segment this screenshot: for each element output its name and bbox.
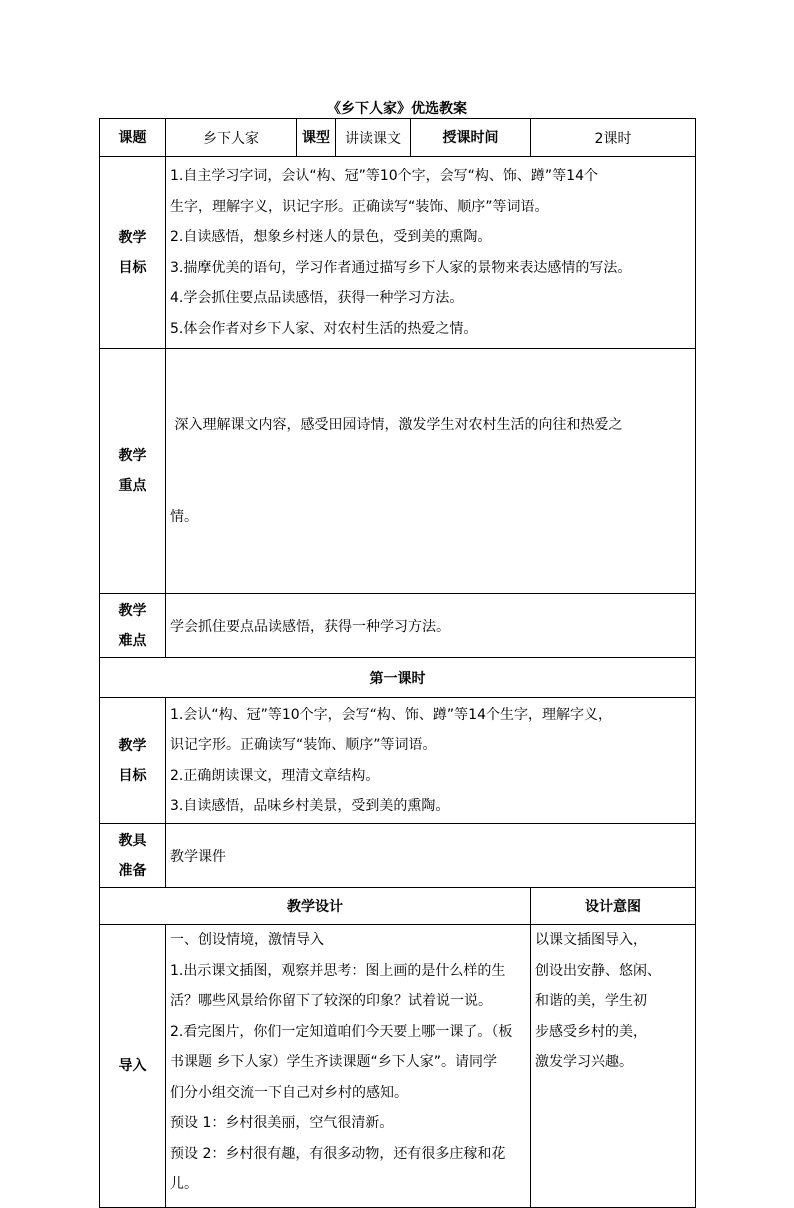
- lesson-goals-label-line-2: 目标: [118, 767, 147, 784]
- goals-label: [100, 157, 166, 349]
- goals-content: [166, 157, 696, 349]
- key-points-line: 情。: [170, 508, 198, 525]
- document-title: 《乡下人家》优选教案: [327, 101, 467, 117]
- intro-label: 导入: [100, 925, 166, 1208]
- intro-line: 1.出示课文插图，观察并思考：图上画的是什么样的生: [170, 962, 506, 979]
- lesson-goals-line: 识记字形。正确读写“装饰、顺序”等词语。: [170, 737, 437, 753]
- lesson-goals-label-line-1: 教学: [118, 737, 147, 754]
- intent-line: 创设出安静、悠闲、: [535, 962, 661, 979]
- intent-line: 以课文插图导入，: [535, 932, 647, 948]
- intro-row: [100, 925, 696, 1208]
- goals-label-line-1: 教学: [118, 229, 147, 246]
- lesson-goals-line: 3.自读感悟，品味乡村美景，受到美的熏陶。: [170, 798, 450, 814]
- topic-value: 乡下人家: [166, 119, 297, 157]
- difficulty-row: [100, 594, 696, 658]
- goals-line: 5.体会作者对乡下人家、对农村生活的热爱之情。: [170, 320, 478, 337]
- tools-label-line-2: 准备: [118, 862, 147, 879]
- type-value: 讲读课文: [336, 119, 411, 157]
- tools-content: 教学课件: [166, 824, 696, 888]
- type-label: 课型: [297, 119, 336, 157]
- intro-line: 儿。: [170, 1176, 198, 1192]
- goals-row: [100, 157, 696, 349]
- goals-line: 1.自主学习字词，会认“构、冠”等10个字，会写“构、饰、蹲”等14个: [170, 168, 598, 184]
- goals-line: 生字，理解字义，识记字形。正确读写“装饰、顺序”等词语。: [170, 198, 549, 215]
- lesson-one-row: [100, 658, 696, 698]
- difficulty-label-line-1: 教学: [118, 602, 147, 619]
- intent-heading: 设计意图: [531, 888, 696, 925]
- key-points-row: [100, 349, 696, 594]
- time-value: 2课时: [531, 119, 696, 157]
- lesson-goals-row: [100, 698, 696, 824]
- key-points-content: [166, 349, 696, 594]
- goals-label-line-2: 目标: [118, 259, 147, 276]
- difficulty-content: 学会抓住要点品读感悟，获得一种学习方法。: [166, 594, 696, 658]
- goals-line: 2.自读感悟，想象乡村迷人的景色，受到美的熏陶。: [170, 229, 492, 245]
- tools-label-line-1: 教具: [118, 832, 147, 849]
- intro-line: 一、创设情境，激情导入: [170, 932, 324, 948]
- time-label: 授课时间: [411, 119, 531, 157]
- lesson-goals-label: [100, 698, 166, 824]
- difficulty-label-line-2: 难点: [118, 632, 147, 649]
- design-heading: 教学设计: [100, 888, 531, 925]
- intro-line: 书课题 乡下人家）学生齐读课题“乡下人家”。请同学: [170, 1054, 497, 1070]
- tools-row: [100, 824, 696, 888]
- topic-label: 课题: [100, 119, 166, 157]
- goals-line: 3.揣摩优美的语句，学习作者通过描写乡下人家的景物来表达感情的写法。: [170, 259, 632, 276]
- intro-content: [166, 925, 531, 1208]
- intent-line: 步感受乡村的美，: [535, 1023, 647, 1040]
- intent-line: 激发学习兴趣。: [535, 1054, 633, 1070]
- lesson-goals-line: 1.会认“构、冠”等10个字，会写“构、饰、蹲”等14个生字，理解字义，: [170, 706, 612, 723]
- intro-line: 预设 1：乡村很美丽，空气很清新。: [170, 1115, 394, 1131]
- header-row: [100, 119, 696, 157]
- key-points-line: 深入理解课文内容，感受田园诗情，激发学生对农村生活的向往和热爱之: [170, 417, 623, 433]
- intro-line: 预设 2：乡村很有趣，有很多动物，还有很多庄稼和花: [170, 1145, 506, 1162]
- key-points-label-line-1: 教学: [118, 448, 147, 464]
- key-points-label: [100, 349, 166, 594]
- lesson-one-heading: 第一课时: [100, 658, 696, 698]
- lesson-goals-content: [166, 698, 696, 824]
- design-header-row: [100, 888, 696, 925]
- intro-line: 活？哪些风景给你留下了较深的印象？试着说一说。: [170, 993, 492, 1009]
- intro-intent: [531, 925, 696, 1208]
- intro-line: 2.看完图片，你们一定知道咱们今天要上哪一课了。（板: [170, 1023, 513, 1040]
- lesson-goals-line: 2.正确朗读课文，理清文章结构。: [170, 767, 380, 784]
- key-points-label-line-2: 重点: [118, 478, 147, 494]
- lesson-plan-table: [99, 118, 696, 1208]
- goals-line: 4.学会抓住要点品读感悟，获得一种学习方法。: [170, 290, 464, 306]
- tools-label: [100, 824, 166, 888]
- difficulty-label: [100, 594, 166, 658]
- intro-line: 们分小组交流一下自己对乡村的感知。: [170, 1084, 408, 1101]
- intent-line: 和谐的美，学生初: [535, 993, 647, 1009]
